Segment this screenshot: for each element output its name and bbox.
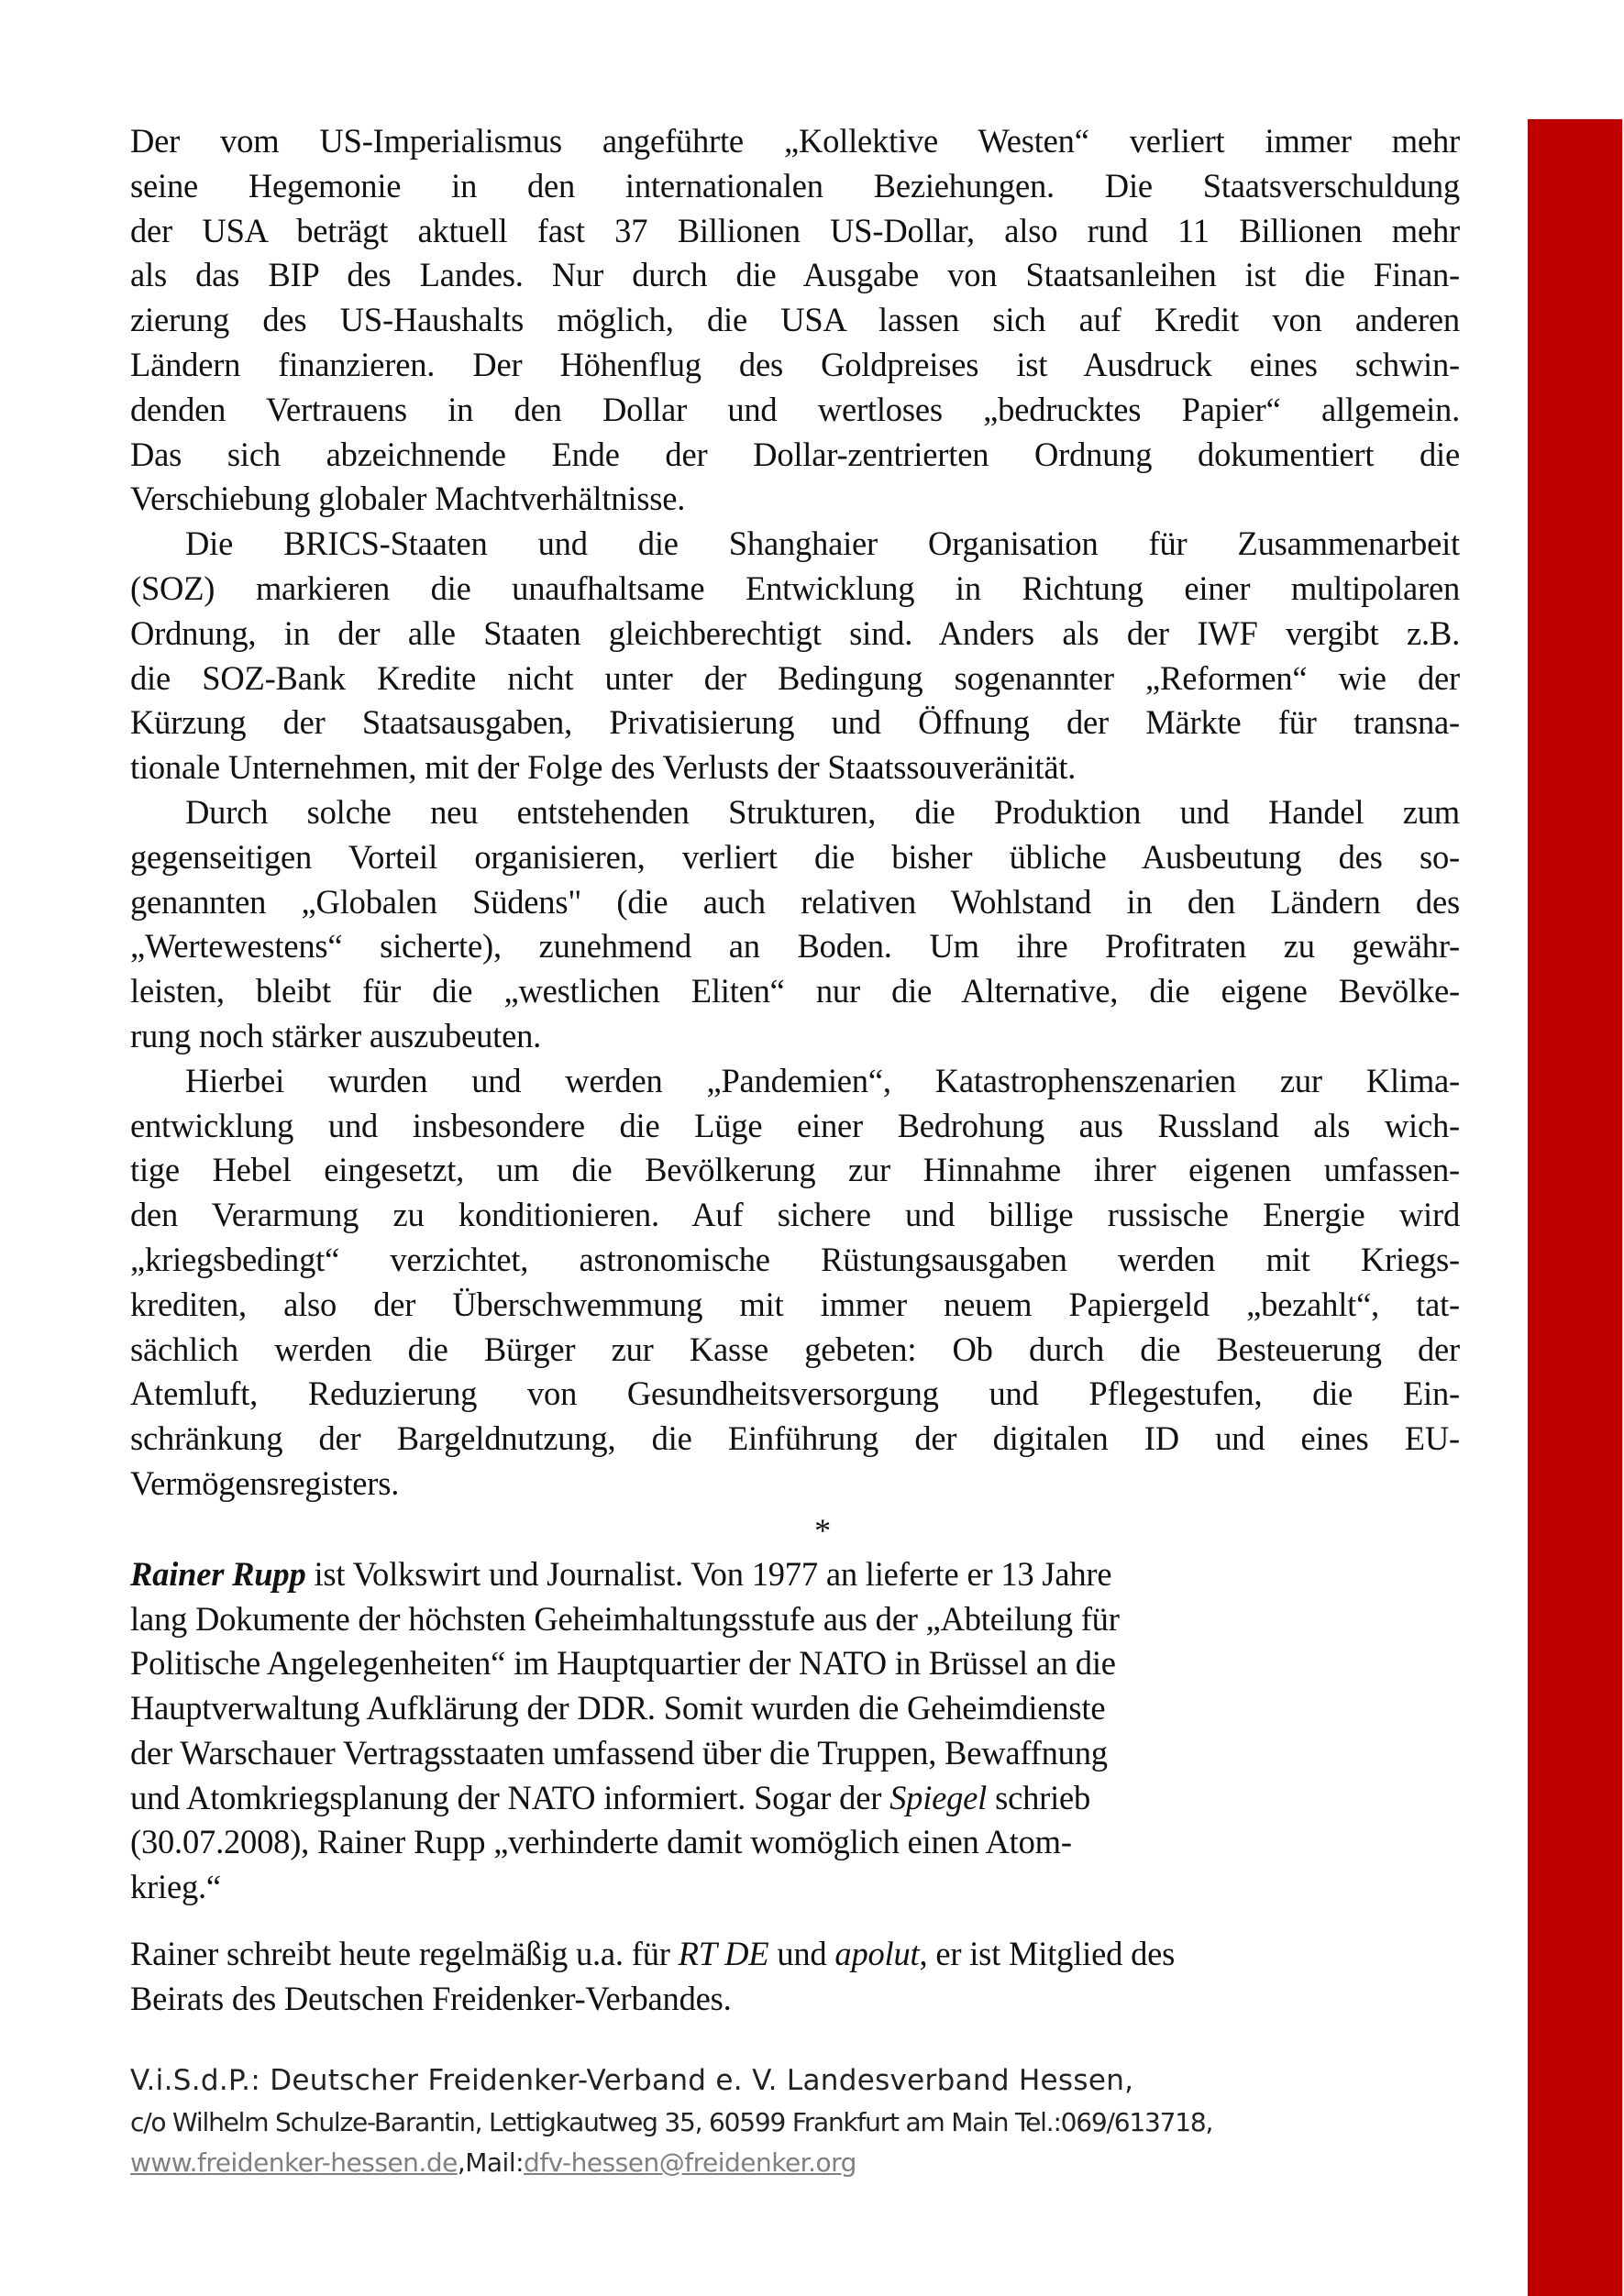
text-line — [130, 1776, 1359, 1821]
text-line: Beirats des Deutschen Freidenker-Verbandes. — [130, 1979, 732, 2017]
text-line: Hauptverwaltung Aufklärung der DDR. Somit wurden die Geheimdienste — [130, 1689, 1106, 1728]
text-line: tionale Unternehmen, mit der Folge des Verlusts der Staatssouveränität. — [130, 748, 1077, 787]
text-line — [130, 1932, 1359, 1977]
text-line: Vermögensregisters. — [130, 1463, 400, 1502]
text-line: Kürzung der Staatsausgaben, Privatisierung und Öffnung der Märkte für transna- — [130, 703, 1460, 742]
paragraph-1 — [130, 119, 1460, 522]
author-bio-paragraph-2 — [130, 1932, 1359, 2022]
text-line: Das sich abzeichnende Ende der Dollar-zentrierten Ordnung dokumentiert die — [130, 435, 1460, 473]
text-line: denden Vertrauens in den Dollar und wertloses „bedrucktes Papier“ allgemein. — [130, 390, 1460, 428]
author-bio — [130, 1552, 1359, 2022]
text-line: Politische Angelegenheiten“ im Hauptquartier der NATO in Brüssel an die — [130, 1644, 1116, 1683]
text-fragment: Rainer schreibt heute regelmäßig u.a. für — [130, 1935, 679, 1973]
text-line: genannten „Globalen Südens" (die auch relativen Wohlstand in den Ländern des — [130, 882, 1460, 921]
text-line: die SOZ-Bank Kredite nicht unter der Bedingung sogenannter „Reformen“ wie der — [130, 658, 1460, 697]
text-line: gegenseitigen Vorteil organisieren, verliert die bisher übliche Ausbeutung des so- — [130, 837, 1460, 876]
text-line: der Warschauer Vertragsstaaten umfassend über die Truppen, Bewaffnung — [130, 1733, 1108, 1772]
article-body — [130, 119, 1460, 1507]
text-line: Verschiebung globaler Machtverhältnisse. — [130, 480, 686, 518]
website-link[interactable]: www.freidenker-hessen.de — [130, 2147, 458, 2178]
imprint-footer — [130, 2059, 1460, 2183]
mail-label: ,Mail: — [457, 2147, 525, 2178]
text-line: Ländern finanzieren. Der Höhenflug des Goldpreises ist Ausdruck eines schwin- — [130, 345, 1460, 383]
text-line: den Verarmung zu konditionieren. Auf sichere und billige russische Energie wird — [130, 1196, 1460, 1234]
text-line: der USA beträgt aktuell fast 37 Billionen US-Dollar, also rund 11 Billionen mehr — [130, 211, 1460, 249]
text-line: Der vom US-Imperialismus angeführte „Kollektive Westen“ verliert immer mehr — [130, 122, 1460, 160]
text-line: tige Hebel eingesetzt, um die Bevölkerung zur Hinnahme ihrer eigenen umfassen- — [130, 1151, 1460, 1189]
text-line: Durch solche neu entstehenden Strukturen, die Produktion und Handel zum — [185, 792, 1460, 831]
text-line: Die BRICS-Staaten und die Shanghaier Organisation für Zusammenarbeit — [185, 524, 1460, 563]
text-line: zierung des US-Haushalts möglich, die USA lassen sich auf Kredit von anderen — [130, 301, 1460, 339]
paragraph-2 — [130, 522, 1460, 790]
page-content — [130, 119, 1460, 2183]
text-line: entwicklung und insbesondere die Lüge einer Bedrohung aus Russland als wich- — [130, 1106, 1460, 1144]
imprint-responsible-line: V.i.S.d.P.: Deutscher Freidenker-Verband e. V. Landesverband Hessen, — [130, 2063, 1134, 2097]
paragraph-4 — [130, 1059, 1460, 1507]
text-line: schränkung der Bargeldnutzung, die Einführung der digitalen ID und eines EU- — [130, 1419, 1460, 1458]
imprint-contact-line — [130, 2143, 1460, 2183]
text-line: als das BIP des Landes. Nur durch die Ausgabe von Staatsanleihen ist die Finan- — [130, 256, 1460, 294]
text-line: sächlich werden die Bürger zur Kasse gebeten: Ob durch die Besteuerung der — [130, 1330, 1460, 1368]
text-line: seine Hegemonie in den internationalen Beziehungen. Die Staatsverschuldung — [130, 166, 1460, 204]
text-line — [130, 1552, 1359, 1597]
text-line: rung noch stärker auszubeuten. — [130, 1016, 542, 1054]
text-fragment: und Atomkriegsplanung der NATO informiert. Sogar der — [130, 1778, 890, 1816]
section-separator-asterisk: * — [814, 1511, 831, 1549]
text-fragment: schrieb — [987, 1778, 1091, 1816]
text-fragment: ist Volkswirt und Journalist. Von 1977 an lieferte er 13 Jahre — [305, 1554, 1112, 1593]
imprint-address-line: c/o Wilhelm Schulze-Barantin, Lettigkautweg 35, 60599 Frankfurt am Main Tel.:069/613718, — [130, 2106, 1213, 2137]
publication-name-rt-de: RT DE — [678, 1935, 769, 1973]
text-line: Hierbei wurden und werden „Pandemien“, Katastrophenszenarien zur Klima- — [185, 1061, 1460, 1099]
text-line: krediten, also der Überschwemmung mit immer neuem Papiergeld „bezahlt“, tat- — [130, 1285, 1460, 1323]
text-line: Atemluft, Reduzierung von Gesundheitsversorgung und Pflegestufen, die Ein- — [130, 1374, 1460, 1413]
red-accent-bar — [1528, 119, 1622, 2296]
author-name: Rainer Rupp — [130, 1554, 306, 1593]
text-line: lang Dokumente der höchsten Geheimhaltungsstufe aus der „Abteilung für — [130, 1599, 1120, 1638]
text-line: „Wertewestens“ sicherte), zunehmend an Boden. Um ihre Profitraten zu gewähr- — [130, 927, 1460, 966]
paragraph-3 — [130, 790, 1460, 1059]
text-line: „kriegsbedingt“ verzichtet, astronomische Rüstungsausgaben werden mit Kriegs- — [130, 1240, 1460, 1278]
publication-name-apolut: apolut — [834, 1935, 920, 1973]
text-line: Ordnung, in der alle Staaten gleichberechtigt sind. Anders als der IWF vergibt z.B. — [130, 613, 1460, 652]
text-line: leisten, bleibt für die „westlichen Eliten“ nur die Alternative, die eigene Bevölke- — [130, 972, 1460, 1010]
text-line: (30.07.2008), Rainer Rupp „verhinderte damit womöglich einen Atom- — [130, 1823, 1072, 1861]
text-line: (SOZ) markieren die unaufhaltsame Entwicklung in Richtung einer multipolaren — [130, 568, 1460, 607]
text-fragment: , er ist Mitglied des — [919, 1935, 1176, 1973]
email-link[interactable]: dfv-hessen@freidenker.org — [524, 2147, 856, 2178]
text-line: krieg.“ — [130, 1868, 221, 1906]
text-fragment: und — [768, 1935, 835, 1973]
publication-name-spiegel: Spiegel — [889, 1778, 988, 1816]
